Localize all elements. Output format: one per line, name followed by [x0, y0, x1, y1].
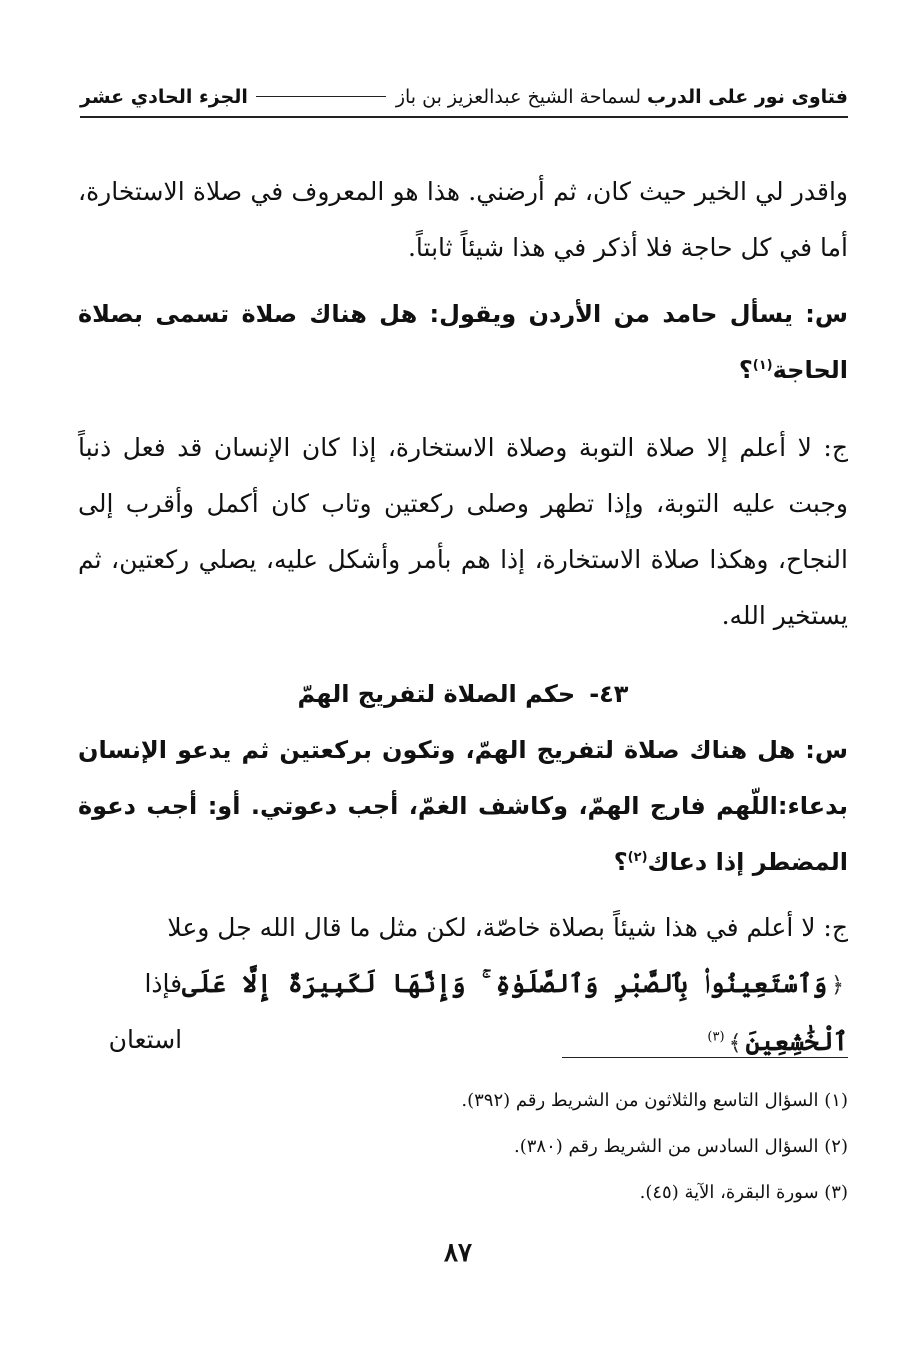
footnote-ref-1: (١) [752, 358, 773, 373]
footnote-2: (٢) السؤال السادس من الشريط رقم (٣٨٠). [514, 1136, 848, 1157]
question-2 [78, 722, 848, 890]
quran-close-bracket: ﴾ [728, 1031, 742, 1056]
footnote-3: (٣) سورة البقرة، الآية (٤٥). [639, 1182, 848, 1203]
header-title-rest: لسماحة الشيخ عبدالعزيز بن باز [395, 86, 641, 108]
quran-open-bracket: ﴿ [831, 973, 844, 998]
paragraph-continuation: واقدر لي الخير حيث كان، ثم أرضني. هذا هو المعروف في صلاة الاستخارة، أما في كل حاجة فلا أذكر في هذا شيئاً ثابتاً. [78, 177, 848, 262]
header-book-title [252, 86, 848, 108]
quran-verse-line [78, 956, 848, 1072]
answer-2-continuation: فإذا استعان [108, 969, 183, 1054]
quran-verse-text: وَٱسْتَعِينُوا۟ بِٱلصَّبْرِ وَٱلصَّلَوٰةِ ۚ وَإِنَّهَا لَكَبِيرَةٌ إِلَّا عَلَى ٱلْخَٰشِعِينَ [182, 969, 848, 1056]
section-title: حكم الصلاة لتفريج الهمّ [297, 680, 576, 708]
section-heading [78, 666, 848, 722]
header-title-bold: فتاوى نور على الدرب [647, 86, 848, 108]
header-dash-rule [256, 96, 386, 97]
answer-1: ج: لا أعلم إلا صلاة التوبة وصلاة الاستخارة، إذا كان الإنسان قد فعل ذنباً وجبت عليه التوبة، وإذا تطهر وصلى ركعتين وتاب كان أكمل وأقرب إلى النجاح، وهكذا صلاة الاستخارة، إذا هم بأمر وأشكل عليه، يصلي ركعتين، ثم يستخير الله. [78, 433, 848, 630]
footnote-ref-3: (٣) [707, 1029, 725, 1045]
section-number: ٤٣- [589, 680, 629, 708]
header-volume: الجزء الحادي عشر [80, 86, 248, 108]
question-1-text: س: يسأل حامد من الأردن ويقول: هل هناك صلاة تسمى بصلاة الحاجة [78, 300, 848, 384]
quran-verse [182, 956, 848, 1072]
question-2-text: س: هل هناك صلاة لتفريج الهمّ، وتكون بركعتين ثم يدعو الإنسان بدعاء:اللّهم فارج الهمّ، وكاشف الغمّ، أجب دعوتي. أو: أجب دعوة المضطر إذا دعاك [78, 736, 848, 876]
footnote-ref-2: (٢) [627, 850, 648, 865]
footnote-1: (١) السؤال التاسع والثلاثون من الشريط رقم (٣٩٢). [461, 1090, 848, 1111]
footnotes [300, 1078, 848, 1216]
page-number: ٨٧ [444, 1238, 472, 1268]
footnote-rule [562, 1057, 848, 1058]
running-header [80, 86, 848, 118]
answer-2: ج: لا أعلم في هذا شيئاً بصلاة خاصّة، لكن مثل ما قال الله جل وعلا [167, 913, 848, 942]
question-1-mark: ؟ [738, 356, 753, 384]
body-text [78, 164, 848, 1072]
question-2-mark: ؟ [613, 848, 628, 876]
question-1 [78, 286, 848, 398]
